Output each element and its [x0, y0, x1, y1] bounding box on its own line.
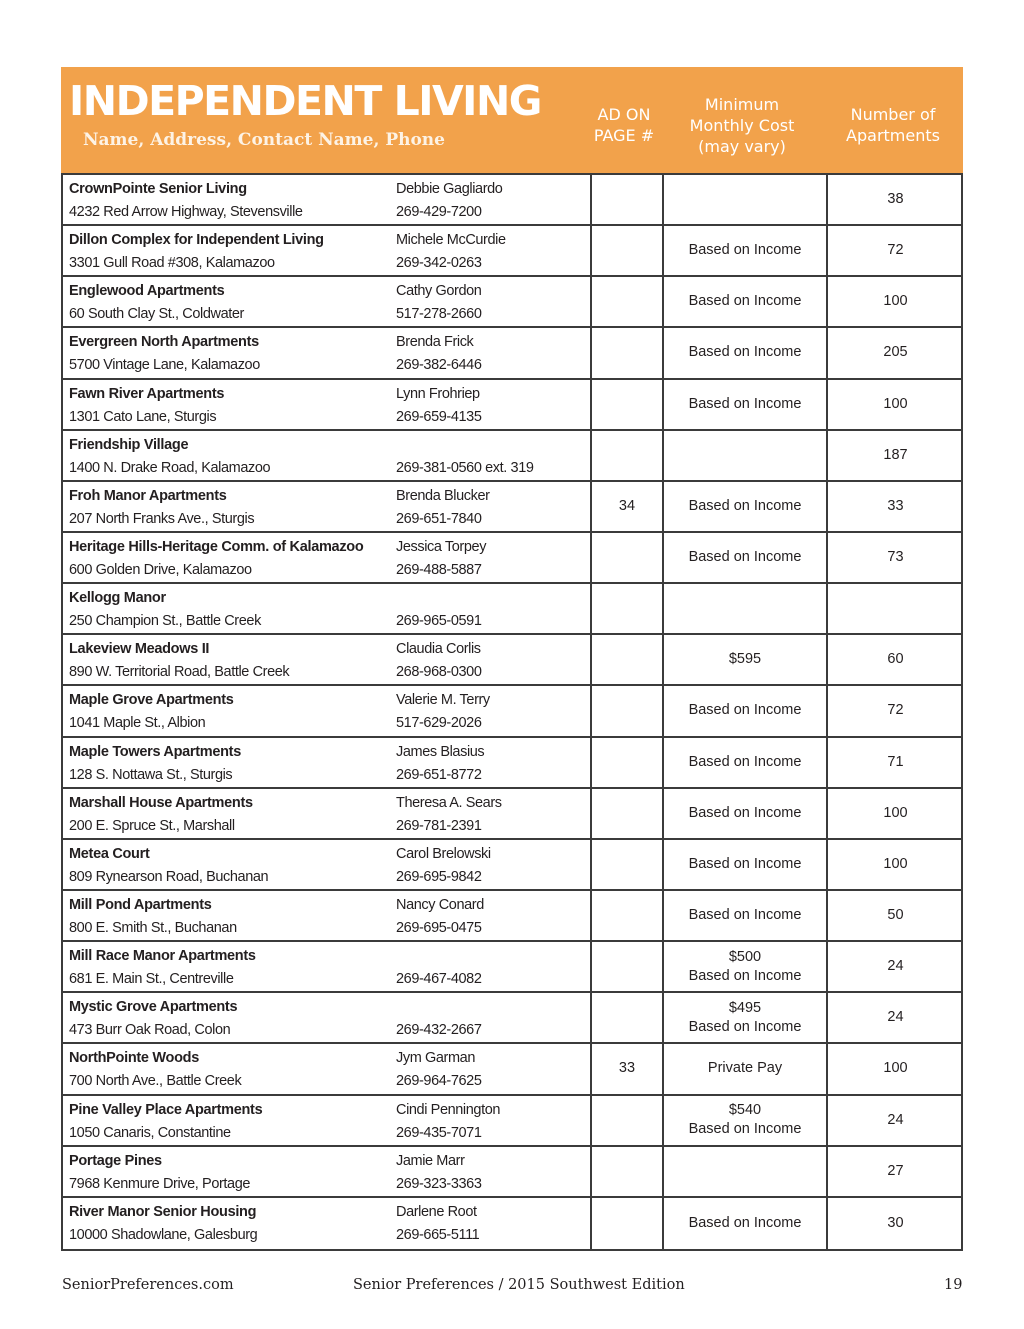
monthly-cost-line-1: Based on Income	[688, 1214, 802, 1231]
monthly-cost-line-1: $500	[728, 948, 762, 965]
table-row	[63, 942, 961, 993]
contact-name: Lynn Frohriep	[396, 385, 480, 402]
facility-name: CrownPointe Senior Living	[69, 181, 247, 197]
contact-phone: 269-965-0591	[396, 613, 482, 630]
contact-phone: 269-435-7071	[396, 1124, 482, 1141]
table-row	[63, 175, 961, 226]
facility-address: 473 Burr Oak Road, Colon	[69, 1022, 231, 1039]
table-row	[63, 789, 961, 840]
table-row	[63, 482, 961, 533]
contact-phone: 269-781-2391	[396, 817, 482, 834]
monthly-cost-cell	[662, 380, 826, 429]
apartments-value: 30	[887, 1214, 904, 1231]
apartments-cell	[826, 1198, 963, 1249]
facility-address: 890 W. Territorial Road, Battle Creek	[69, 664, 290, 681]
contact-cell	[396, 277, 591, 326]
contact-name: Cindi Pennington	[396, 1101, 501, 1118]
listing-table	[61, 173, 963, 1251]
contact-phone: 269-381-0560 ext. 319	[396, 459, 534, 476]
apartments-value: 187	[883, 446, 908, 463]
facility-name: Mill Pond Apartments	[69, 896, 212, 913]
facility-address: 3301 Gull Road #308, Kalamazoo	[69, 255, 275, 272]
contact-name: Brenda Blucker	[396, 487, 490, 504]
contact-cell	[396, 380, 591, 429]
apartments-value: 33	[887, 497, 904, 514]
apartments-value: 100	[883, 293, 908, 310]
monthly-cost-cell	[662, 584, 826, 633]
ad-page-cell	[590, 686, 662, 735]
facility-cell	[69, 1198, 389, 1249]
table-row	[63, 1044, 961, 1095]
apartments-value: 100	[883, 1060, 908, 1077]
contact-phone: 269-695-9842	[396, 868, 482, 885]
apartments-cell	[826, 635, 963, 684]
table-row	[63, 840, 961, 891]
monthly-cost-line-1: Based on Income	[688, 804, 802, 821]
contact-name: Jessica Torpey	[396, 538, 487, 555]
contact-cell	[396, 328, 591, 377]
ad-page-cell	[590, 175, 662, 224]
facility-address: 1400 N. Drake Road, Kalamazoo	[69, 459, 271, 476]
monthly-cost-cell	[662, 942, 826, 991]
monthly-cost-cell	[662, 328, 826, 377]
contact-phone: 269-342-0263	[396, 255, 482, 272]
contact-cell	[396, 1198, 591, 1249]
apartments-value: 73	[887, 549, 904, 566]
contact-phone: 269-429-7200	[396, 204, 482, 220]
monthly-cost-cell	[662, 686, 826, 735]
facility-cell	[69, 328, 389, 377]
contact-phone: 269-467-4082	[396, 971, 482, 988]
monthly-cost-line-1: Based on Income	[688, 549, 802, 566]
facility-address: 7968 Kenmure Drive, Portage	[69, 1175, 251, 1192]
contact-name: Carol Brelowski	[396, 845, 491, 862]
facility-name: Mill Race Manor Apartments	[69, 948, 256, 965]
facility-cell	[69, 789, 389, 838]
contact-phone: 269-659-4135	[396, 408, 482, 425]
contact-cell	[396, 1147, 591, 1196]
apartments-value: 24	[887, 958, 904, 975]
section-subtitle: Name, Address, Contact Name, Phone	[83, 130, 445, 150]
contact-name: James Blasius	[396, 743, 485, 760]
apartments-value: 38	[887, 191, 904, 208]
contact-cell	[396, 942, 591, 991]
contact-name: Jamie Marr	[396, 1152, 465, 1169]
column-header-ad-page: AD ON PAGE #	[593, 105, 655, 145]
apartments-value: 100	[883, 855, 908, 872]
facility-cell	[69, 482, 389, 531]
facility-address: 200 E. Spruce St., Marshall	[69, 817, 235, 834]
monthly-cost-cell	[662, 993, 826, 1042]
monthly-cost-cell	[662, 482, 826, 531]
contact-name: Debbie Gagliardo	[396, 181, 503, 197]
apartments-cell	[826, 584, 963, 633]
contact-cell	[396, 584, 591, 633]
ad-page-cell	[590, 277, 662, 326]
table-row	[63, 380, 961, 431]
contact-cell	[396, 533, 591, 582]
monthly-cost-cell	[662, 1147, 826, 1196]
monthly-cost-cell	[662, 277, 826, 326]
contact-cell	[396, 993, 591, 1042]
facility-name: Lakeview Meadows II	[69, 641, 210, 658]
apartments-cell	[826, 1044, 963, 1093]
facility-cell	[69, 533, 389, 582]
apartments-cell	[826, 1147, 963, 1196]
contact-phone: 269-695-0475	[396, 919, 482, 936]
contact-phone: 269-651-7840	[396, 510, 482, 527]
monthly-cost-cell	[662, 175, 826, 224]
facility-name: Froh Manor Apartments	[69, 487, 227, 504]
facility-address: 128 S. Nottawa St., Sturgis	[69, 766, 233, 783]
table-row	[63, 431, 961, 482]
table-row	[63, 226, 961, 277]
contact-name: Claudia Corlis	[396, 641, 481, 658]
facility-name: Portage Pines	[69, 1152, 162, 1169]
apartments-value: 72	[887, 702, 904, 719]
monthly-cost-line-1: $540	[728, 1102, 762, 1119]
apartments-cell	[826, 533, 963, 582]
apartments-value: 24	[887, 1111, 904, 1128]
contact-phone: 269-651-8772	[396, 766, 482, 783]
table-row	[63, 328, 961, 379]
apartments-cell	[826, 891, 963, 940]
apartments-value: 24	[887, 1009, 904, 1026]
monthly-cost-cell	[662, 226, 826, 275]
monthly-cost-line-2: Based on Income	[688, 1121, 802, 1138]
contact-name: Nancy Conard	[396, 896, 484, 913]
apartments-cell	[826, 431, 963, 480]
contact-phone: 517-278-2660	[396, 306, 482, 323]
facility-name: Englewood Apartments	[69, 283, 225, 300]
contact-phone: 269-665-5111	[396, 1226, 480, 1243]
facility-cell	[69, 1096, 389, 1145]
apartments-value: 100	[883, 395, 908, 412]
facility-address: 60 South Clay St., Coldwater	[69, 306, 244, 323]
ad-page-cell	[590, 1044, 662, 1093]
facility-cell	[69, 584, 389, 633]
monthly-cost-line-1: Based on Income	[688, 344, 802, 361]
apartments-cell	[826, 328, 963, 377]
contact-name: Michele McCurdie	[396, 232, 506, 249]
contact-phone: 269-488-5887	[396, 561, 482, 578]
page-number: 19	[944, 1277, 963, 1293]
monthly-cost-cell	[662, 1096, 826, 1145]
monthly-cost-cell	[662, 789, 826, 838]
facility-address: 10000 Shadowlane, Galesburg	[69, 1226, 258, 1243]
contact-name: Theresa A. Sears	[396, 794, 502, 811]
apartments-value: 100	[883, 804, 908, 821]
facility-cell	[69, 840, 389, 889]
facility-name: Mystic Grove Apartments	[69, 999, 238, 1016]
apartments-cell	[826, 380, 963, 429]
ad-page-cell	[590, 431, 662, 480]
ad-page-cell	[590, 584, 662, 633]
apartments-value: 50	[887, 907, 904, 924]
facility-cell	[69, 1147, 389, 1196]
contact-cell	[396, 686, 591, 735]
table-row	[63, 686, 961, 737]
contact-cell	[396, 1044, 591, 1093]
facility-name: NorthPointe Woods	[69, 1050, 199, 1067]
contact-name: Brenda Frick	[396, 334, 474, 351]
table-row	[63, 584, 961, 635]
facility-cell	[69, 277, 389, 326]
apartments-cell	[826, 175, 963, 224]
facility-cell	[69, 891, 389, 940]
facility-cell	[69, 431, 389, 480]
contact-name: Valerie M. Terry	[396, 692, 490, 709]
contact-name: Cathy Gordon	[396, 283, 482, 300]
facility-name: Fawn River Apartments	[69, 385, 225, 402]
monthly-cost-cell	[662, 533, 826, 582]
contact-cell	[396, 789, 591, 838]
contact-phone: 269-323-3363	[396, 1175, 482, 1192]
monthly-cost-line-1: Based on Income	[688, 855, 802, 872]
facility-address: 1050 Canaris, Constantine	[69, 1124, 231, 1141]
facility-cell	[69, 1044, 389, 1093]
monthly-cost-line-1: Based on Income	[688, 702, 802, 719]
ad-page-cell	[590, 1147, 662, 1196]
contact-phone: 269-382-6446	[396, 357, 482, 374]
footer-site: SeniorPreferences.com	[62, 1277, 234, 1293]
column-header-monthly-cost: Minimum Monthly Cost (may vary)	[689, 95, 795, 156]
table-row	[63, 635, 961, 686]
facility-name: Friendship Village	[69, 436, 189, 453]
apartments-cell	[826, 942, 963, 991]
ad-page-cell	[590, 1198, 662, 1249]
monthly-cost-cell	[662, 1044, 826, 1093]
contact-cell	[396, 482, 591, 531]
apartments-value: 205	[883, 344, 908, 361]
contact-cell	[396, 738, 591, 787]
contact-cell	[396, 175, 591, 224]
apartments-cell	[826, 226, 963, 275]
monthly-cost-cell	[662, 431, 826, 480]
facility-address: 1041 Maple St., Albion	[69, 715, 206, 732]
ad-page-cell	[590, 533, 662, 582]
ad-page-cell	[590, 942, 662, 991]
apartments-cell	[826, 738, 963, 787]
apartments-value: 71	[887, 753, 904, 770]
facility-cell	[69, 942, 389, 991]
ad-page-cell	[590, 789, 662, 838]
section-title: INDEPENDENT LIVING	[69, 77, 541, 125]
facility-address: 681 E. Main St., Centreville	[69, 971, 234, 988]
ad-page-cell	[590, 226, 662, 275]
ad-page-cell	[590, 738, 662, 787]
monthly-cost-cell	[662, 1198, 826, 1249]
contact-name: Jym Garman	[396, 1050, 475, 1067]
monthly-cost-line-1: Based on Income	[688, 907, 802, 924]
apartments-cell	[826, 840, 963, 889]
ad-page-cell	[590, 891, 662, 940]
apartments-cell	[826, 482, 963, 531]
ad-page-cell	[590, 993, 662, 1042]
facility-cell	[69, 175, 389, 224]
contact-cell	[396, 635, 591, 684]
ad-page-cell	[590, 1096, 662, 1145]
apartments-value: 60	[887, 651, 904, 668]
table-row	[63, 891, 961, 942]
section-header	[61, 67, 963, 173]
facility-address: 207 North Franks Ave., Sturgis	[69, 510, 255, 527]
facility-cell	[69, 380, 389, 429]
facility-cell	[69, 635, 389, 684]
monthly-cost-line-2: Based on Income	[688, 967, 802, 984]
contact-name: Darlene Root	[396, 1203, 477, 1220]
apartments-cell	[826, 1096, 963, 1145]
contact-cell	[396, 840, 591, 889]
apartments-value: 27	[887, 1162, 904, 1179]
facility-name: Metea Court	[69, 845, 150, 862]
facility-cell	[69, 226, 389, 275]
facility-name: Dillon Complex for Independent Living	[69, 232, 324, 249]
facility-address: 700 North Ave., Battle Creek	[69, 1073, 242, 1090]
facility-address: 4232 Red Arrow Highway, Stevensville	[69, 204, 303, 220]
table-row	[63, 277, 961, 328]
monthly-cost-line-1: Based on Income	[688, 497, 802, 514]
contact-cell	[396, 431, 591, 480]
facility-name: Marshall House Apartments	[69, 794, 253, 811]
ad-page-cell	[590, 635, 662, 684]
table-row	[63, 1147, 961, 1198]
apartments-cell	[826, 993, 963, 1042]
table-row	[63, 738, 961, 789]
ad-page-cell	[590, 380, 662, 429]
contact-cell	[396, 891, 591, 940]
monthly-cost-line-1: Based on Income	[688, 753, 802, 770]
contact-phone: 269-432-2667	[396, 1022, 482, 1039]
facility-name: Kellogg Manor	[69, 590, 166, 607]
column-header-apartments: Number of Apartments	[846, 105, 940, 145]
table-row	[63, 1198, 961, 1249]
ad-page-cell	[590, 482, 662, 531]
apartments-cell	[826, 789, 963, 838]
monthly-cost-line-1: Private Pay	[707, 1060, 783, 1077]
facility-address: 250 Champion St., Battle Creek	[69, 613, 261, 630]
facility-name: River Manor Senior Housing	[69, 1203, 257, 1220]
apartments-value: 72	[887, 242, 904, 259]
facility-name: Maple Grove Apartments	[69, 692, 234, 709]
monthly-cost-cell	[662, 738, 826, 787]
monthly-cost-line-1: Based on Income	[688, 395, 802, 412]
monthly-cost-line-1: Based on Income	[688, 242, 802, 259]
contact-phone: 268-968-0300	[396, 664, 482, 681]
monthly-cost-cell	[662, 635, 826, 684]
monthly-cost-line-1: Based on Income	[688, 293, 802, 310]
monthly-cost-cell	[662, 840, 826, 889]
monthly-cost-cell	[662, 891, 826, 940]
facility-cell	[69, 686, 389, 735]
table-row	[63, 1096, 961, 1147]
contact-cell	[396, 1096, 591, 1145]
monthly-cost-line-1: $495	[728, 999, 762, 1016]
monthly-cost-line-2: Based on Income	[688, 1018, 802, 1035]
ad-page-value: 33	[618, 1060, 636, 1077]
footer-publication: Senior Preferences / 2015 Southwest Edition	[353, 1277, 685, 1293]
contact-cell	[396, 226, 591, 275]
apartments-cell	[826, 277, 963, 326]
facility-address: 1301 Cato Lane, Sturgis	[69, 408, 217, 425]
facility-address: 809 Rynearson Road, Buchanan	[69, 868, 269, 885]
ad-page-value: 34	[618, 497, 636, 514]
facility-cell	[69, 738, 389, 787]
facility-name: Pine Valley Place Apartments	[69, 1101, 263, 1118]
facility-address: 5700 Vintage Lane, Kalamazoo	[69, 357, 260, 374]
monthly-cost-line-1: $595	[728, 651, 762, 668]
facility-address: 800 E. Smith St., Buchanan	[69, 919, 237, 936]
table-row	[63, 993, 961, 1044]
contact-phone: 269-964-7625	[396, 1073, 482, 1090]
contact-phone: 517-629-2026	[396, 715, 482, 732]
table-row	[63, 533, 961, 584]
facility-cell	[69, 993, 389, 1042]
apartments-cell	[826, 686, 963, 735]
facility-name: Evergreen North Apartments	[69, 334, 259, 351]
ad-page-cell	[590, 328, 662, 377]
facility-name: Maple Towers Apartments	[69, 743, 241, 760]
ad-page-cell	[590, 840, 662, 889]
facility-address: 600 Golden Drive, Kalamazoo	[69, 561, 252, 578]
facility-name: Heritage Hills-Heritage Comm. of Kalamazoo	[69, 538, 364, 555]
